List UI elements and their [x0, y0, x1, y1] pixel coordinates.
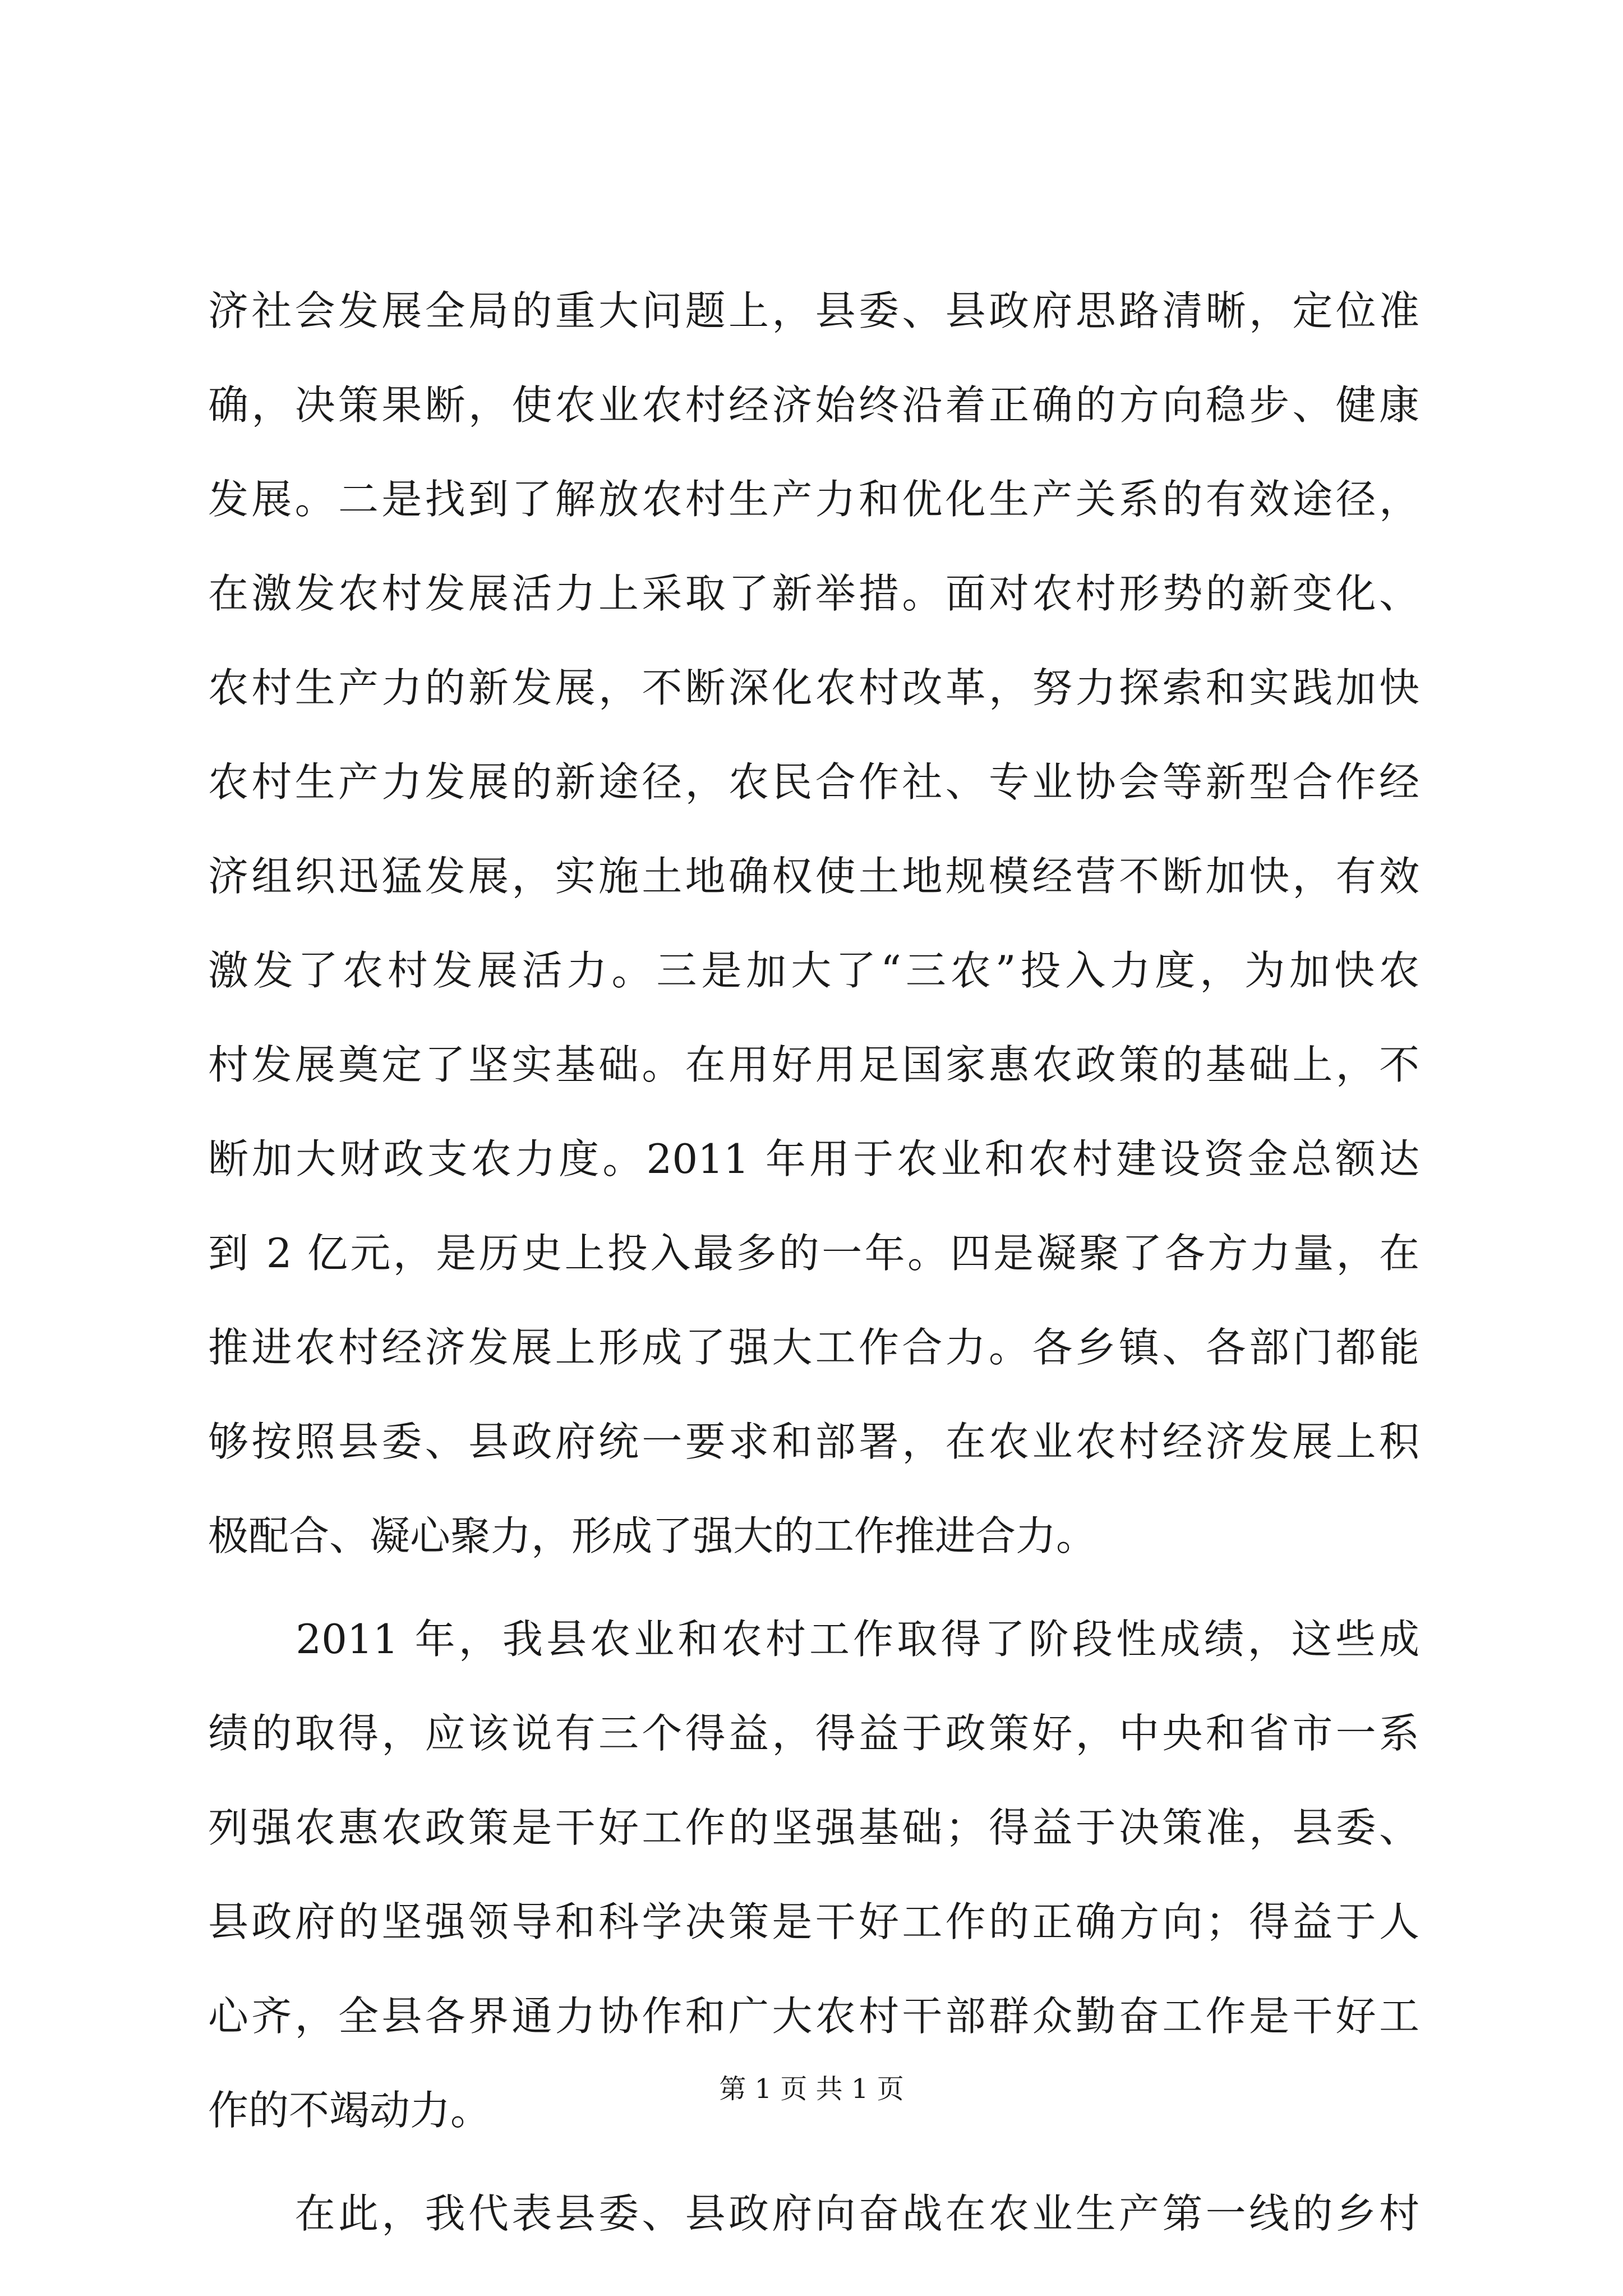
- page-footer: 第 1 页 共 1 页: [719, 2073, 904, 2105]
- text-line: 绩的取得，应该说有三个得益，得益于政策好，中央和省市一系: [208, 1710, 1419, 1757]
- text-line: 村发展奠定了坚实基础。在用好用足国家惠农政策的基础上，不: [208, 1041, 1419, 1088]
- text-line: 在激发农村发展活力上采取了新举措。面对农村形势的新变化、: [208, 570, 1419, 617]
- text-line: 到 2 亿元，是历史上投入最多的一年。四是凝聚了各方力量，在: [208, 1230, 1419, 1277]
- text-line: 发展。二是找到了解放农村生产力和优化生产关系的有效途径，: [208, 476, 1419, 523]
- text-line: 济组织迅猛发展，实施土地确权使土地规模经营不断加快，有效: [208, 853, 1419, 900]
- text-line: 济社会发展全局的重大问题上，县委、县政府思路清晰，定位准: [208, 287, 1419, 334]
- text-line: 确，决策果断，使农业农村经济始终沿着正确的方向稳步、健康: [208, 381, 1419, 429]
- text-line: 推进农村经济发展上形成了强大工作合力。各乡镇、各部门都能: [208, 1324, 1419, 1371]
- text-line: 激发了农村发展活力。三是加大了“三农”投入力度，为加快农: [208, 947, 1419, 994]
- text-line: 作的不竭动力。: [208, 2087, 491, 2134]
- text-line: 在此，我代表县委、县政府向奋战在农业生产第一线的乡村: [208, 2190, 1419, 2237]
- body-text: [208, 264, 1419, 2261]
- text-line: 极配合、凝心聚力，形成了强大的工作推进合力。: [208, 1512, 1097, 1559]
- text-line: 县政府的坚强领导和科学决策是干好工作的正确方向；得益于人: [208, 1898, 1419, 1945]
- paragraph-gap: [208, 2157, 1419, 2166]
- text-line: 农村生产力发展的新途径，农民合作社、专业协会等新型合作经: [208, 758, 1419, 806]
- text-line: 断加大财政支农力度。2011 年用于农业和农村建设资金总额达: [208, 1135, 1419, 1182]
- text-line: 农村生产力的新发展，不断深化农村改革，努力探索和实践加快: [208, 664, 1419, 711]
- text-line: 列强农惠农政策是干好工作的坚强基础；得益于决策准，县委、: [208, 1804, 1419, 1851]
- text-line: 2011 年，我县农业和农村工作取得了阶段性成绩，这些成: [208, 1616, 1419, 1663]
- paragraph-gap: [208, 1583, 1419, 1592]
- text-line: 够按照县委、县政府统一要求和部署，在农业农村经济发展上积: [208, 1418, 1419, 1465]
- text-line: 心齐，全县各界通力协作和广大农村干部群众勤奋工作是干好工: [208, 1993, 1419, 2040]
